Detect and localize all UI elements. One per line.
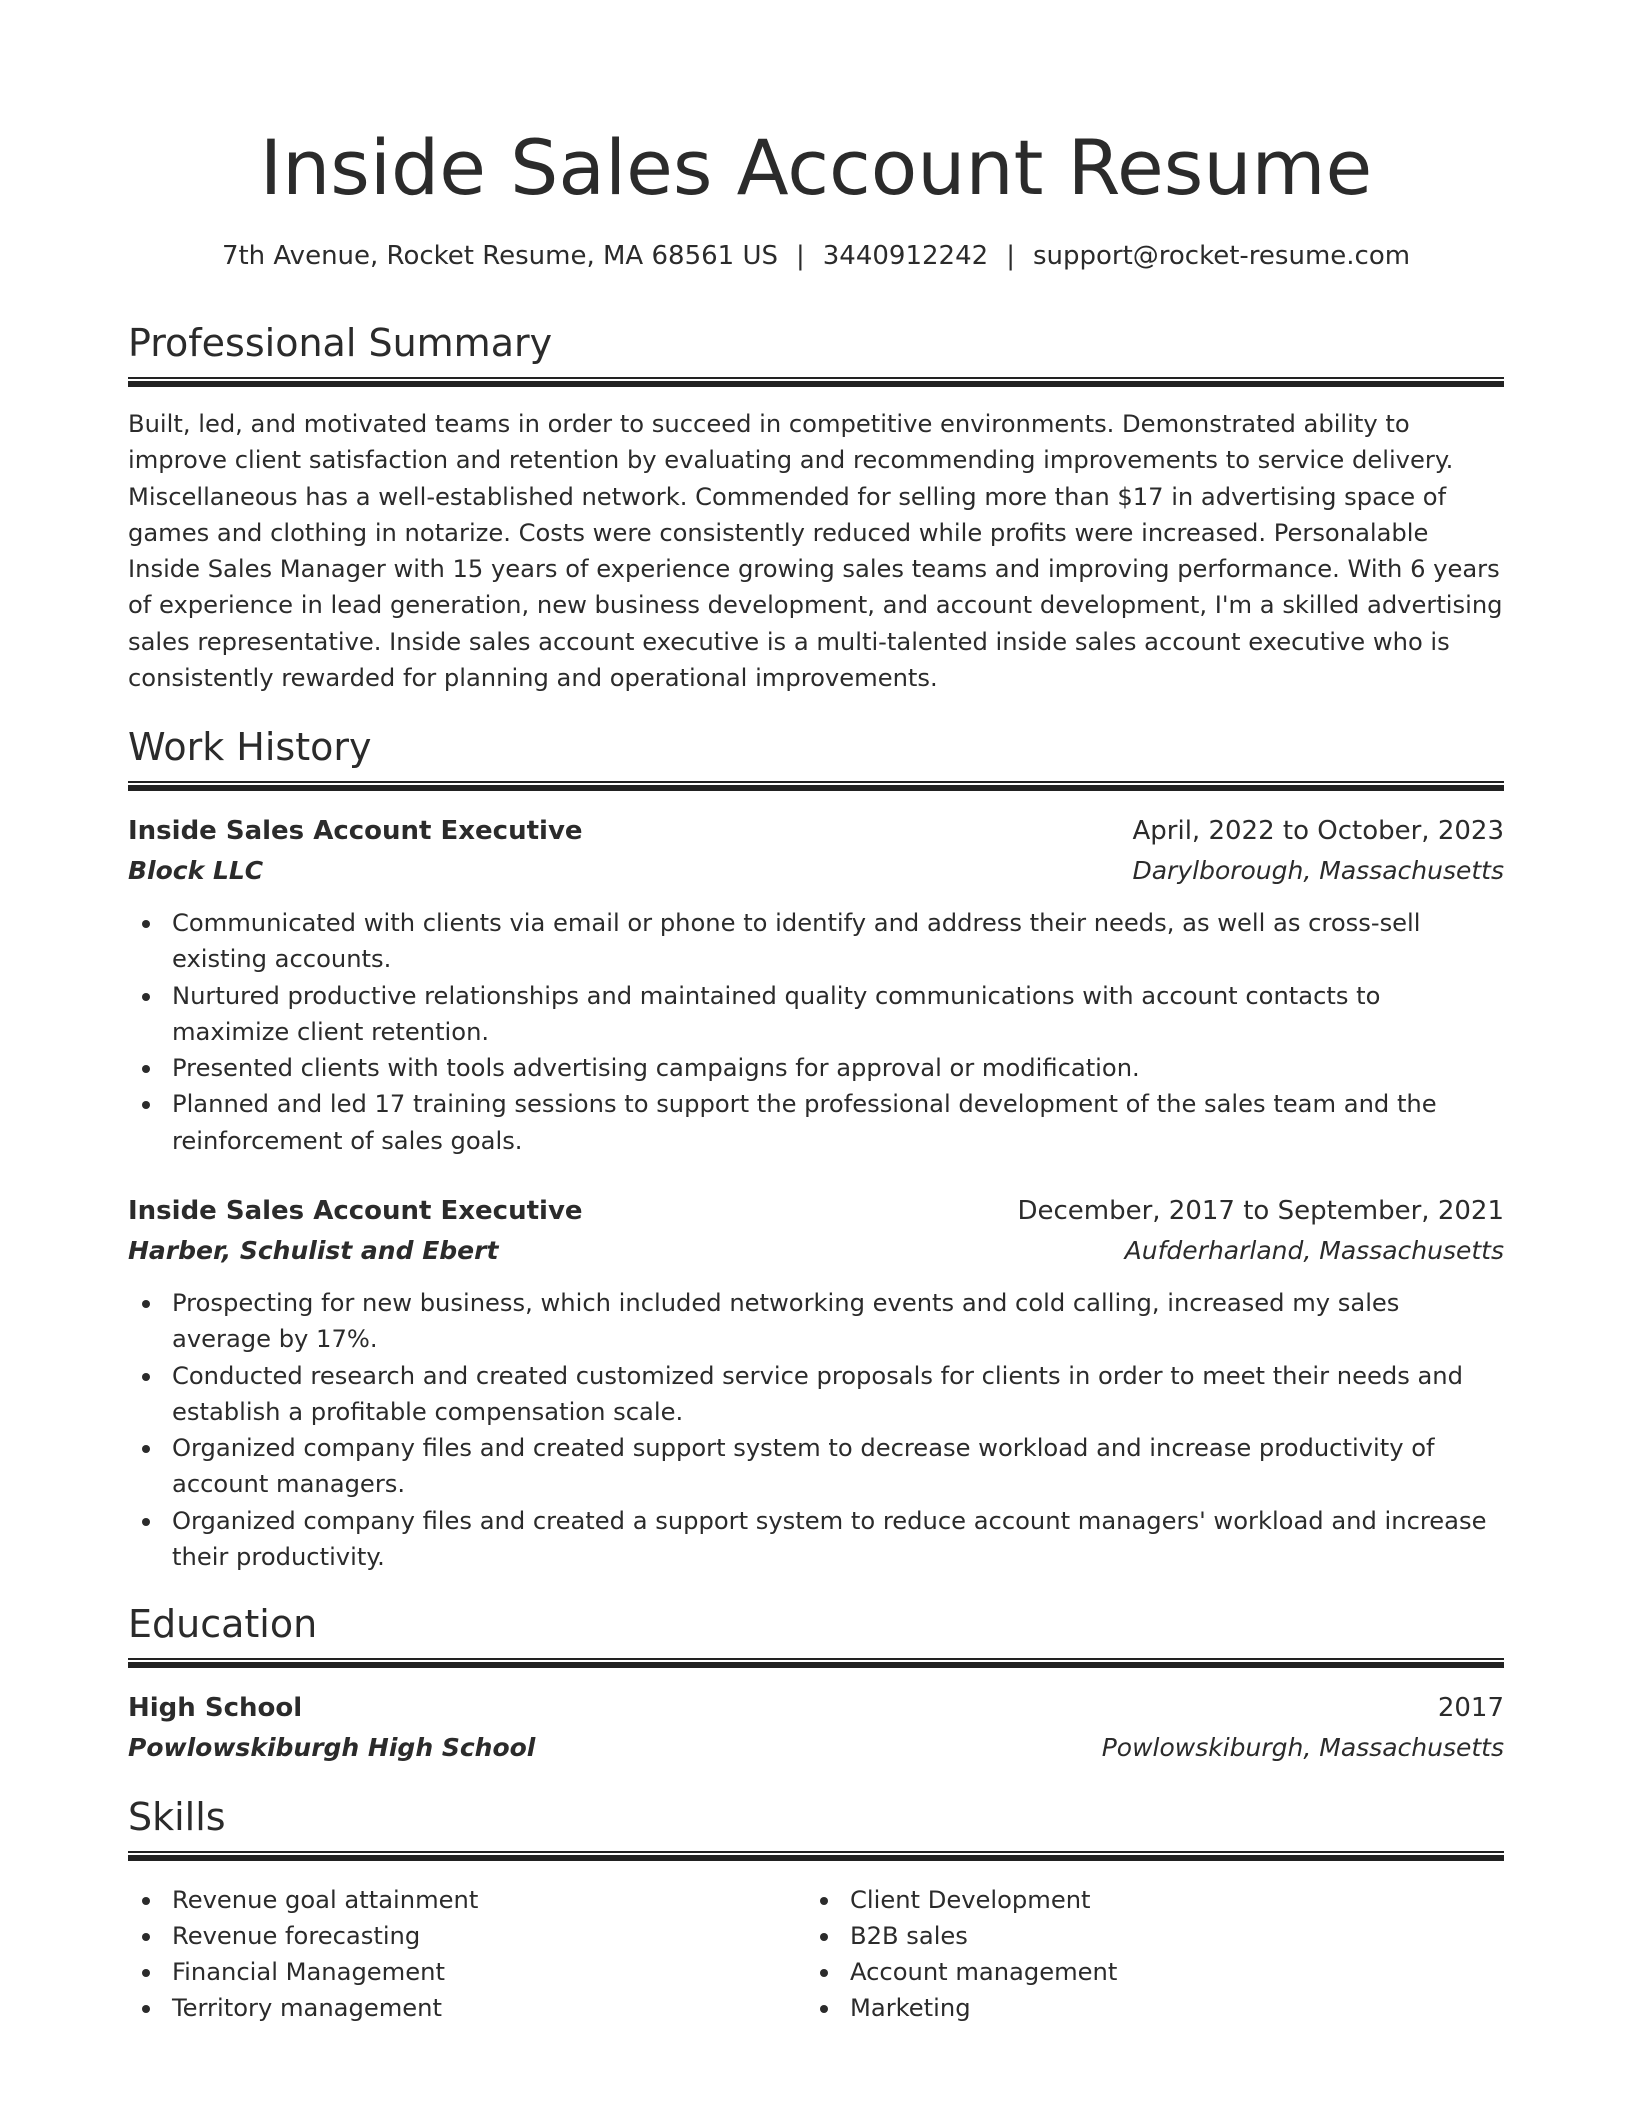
- job-bullets: [128, 1285, 1504, 1575]
- resume-title: Inside Sales Account Resume: [259, 123, 1373, 212]
- work-history-heading: Work History: [128, 725, 372, 769]
- list-item: B2B sales: [806, 1918, 1426, 1954]
- contact-separator: |: [796, 241, 805, 271]
- list-item: Organized company files and created support system to decrease workload and increase productivity of account managers.: [128, 1430, 1504, 1503]
- list-item: Prospecting for new business, which included networking events and cold calling, increased my sales average by 17%.: [128, 1285, 1504, 1358]
- job-header-row: [128, 1191, 1504, 1231]
- contact-separator: |: [1006, 241, 1015, 271]
- list-item: Revenue goal attainment: [128, 1882, 748, 1918]
- skills-divider: [128, 1851, 1504, 1861]
- list-item: Territory management: [128, 1990, 748, 2026]
- skills-heading: Skills: [128, 1795, 226, 1839]
- job-title: Inside Sales Account Executive: [128, 1196, 583, 1226]
- education-heading: Education: [128, 1602, 318, 1646]
- education-header-row: [128, 1688, 1504, 1728]
- list-item: Client Development: [806, 1882, 1426, 1918]
- job-location: Aufderharland, Massachusetts: [1124, 1236, 1504, 1265]
- contact-email: support@rocket-resume.com: [1032, 241, 1411, 271]
- skills-list-left: [128, 1882, 748, 2026]
- summary-heading: Professional Summary: [128, 321, 553, 365]
- list-item: Presented clients with tools advertising campaigns for approval or modification.: [128, 1050, 1504, 1086]
- list-item: Planned and led 17 training sessions to support the professional development of the sales team and the reinforcement of sales goals.: [128, 1086, 1504, 1159]
- education-school-row: [128, 1728, 1504, 1768]
- job-dates: April, 2022 to October, 2023: [1132, 816, 1504, 846]
- job-title: Inside Sales Account Executive: [128, 816, 583, 846]
- education-degree: High School: [128, 1693, 303, 1723]
- list-item: Organized company files and created a support system to reduce account managers' workload and increase their productivity.: [128, 1503, 1504, 1576]
- job-company: Block LLC: [128, 856, 264, 885]
- job-entry: [128, 1191, 1504, 1271]
- education-location: Powlowskiburgh, Massachusetts: [1101, 1733, 1504, 1762]
- job-location: Darylborough, Massachusetts: [1132, 856, 1504, 885]
- list-item: Financial Management: [128, 1954, 748, 1990]
- contact-phone: 3440912242: [822, 241, 989, 271]
- education-entry: [128, 1688, 1504, 1768]
- list-item: Conducted research and created customized service proposals for clients in order to meet their needs and establish a profitable compensation scale.: [128, 1358, 1504, 1431]
- job-company-row: [128, 851, 1504, 891]
- list-item: Revenue forecasting: [128, 1918, 748, 1954]
- job-bullets: [128, 905, 1504, 1159]
- contact-address: 7th Avenue, Rocket Resume, MA 68561 US: [221, 241, 778, 271]
- job-company: Harber, Schulist and Ebert: [128, 1236, 499, 1265]
- education-school: Powlowskiburgh High School: [128, 1733, 536, 1762]
- list-item: Nurtured productive relationships and maintained quality communications with account contacts to maximize client retention.: [128, 978, 1504, 1051]
- contact-line: [128, 238, 1504, 274]
- work-history-divider: [128, 781, 1504, 791]
- job-company-row: [128, 1231, 1504, 1271]
- skills-list-right: [806, 1882, 1426, 2026]
- list-item: Communicated with clients via email or phone to identify and address their needs, as well as cross-sell existing accounts.: [128, 905, 1504, 978]
- list-item: Account management: [806, 1954, 1426, 1990]
- job-entry: [128, 811, 1504, 891]
- education-divider: [128, 1658, 1504, 1668]
- job-dates: December, 2017 to September, 2021: [1017, 1196, 1504, 1226]
- summary-divider: [128, 377, 1504, 387]
- list-item: Marketing: [806, 1990, 1426, 2026]
- summary-text: Built, led, and motivated teams in order to succeed in competitive environments. Demonstrated ability to improve client satisfaction and retention by evaluating and recommending improvements to service delivery. Miscellaneous has a well-established network. Commended for selling more than $17 in advertising space of games and clothing in notarize. Costs were consistently reduced while profits were increased. Personalable Inside Sales Manager with 15 years of experience growing sales teams and improving performance. With 6 years of experience in lead generation, new business development, and account development, I'm a skilled advertising sales representative. Inside sales account executive is a multi-talented inside sales account executive who is consistently rewarded for planning and operational improvements.: [128, 410, 1503, 693]
- job-header-row: [128, 811, 1504, 851]
- education-year: 2017: [1437, 1693, 1504, 1723]
